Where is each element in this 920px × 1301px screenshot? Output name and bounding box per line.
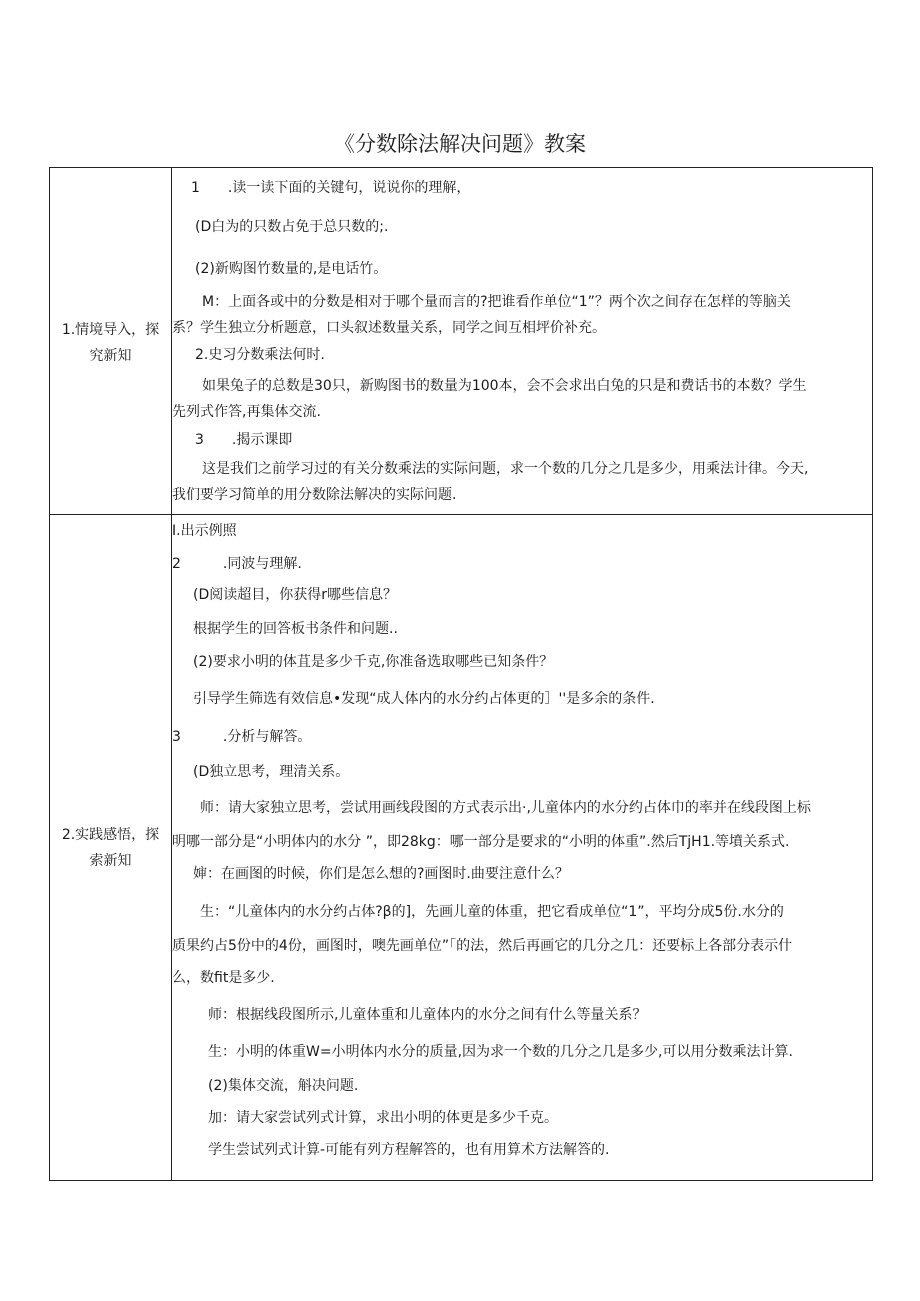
section-2-line: 加：请大家尝试列式计算，求出小明的体更是多少千克。 bbox=[208, 1110, 558, 1126]
row-divider bbox=[50, 514, 872, 515]
document-title: 《分数除法解决问题》教案 bbox=[334, 132, 586, 156]
section-2-line: 么，数fit是多少. bbox=[172, 970, 275, 986]
section-1-line: (2)新购图竹数量的,是电话竹。 bbox=[195, 261, 388, 277]
section-2-line: 学生尝试列式计算-可能有列方程解答的，也有用算术方法解答的. bbox=[208, 1142, 610, 1158]
section-2-label bbox=[50, 822, 171, 874]
section-2-line: 师：请大家独立思考，尝试用画线段图的方式表示出·,儿童体内的水分约占体巾的率并在线段图上标 bbox=[200, 800, 811, 816]
section-2-line: I.出示例照 bbox=[172, 523, 237, 539]
section-1-label-line-1: 1.情境导入，探 bbox=[61, 322, 160, 338]
section-1-line: 这是我们之前学习过的有关分数乘法的实际问题，求一个数的几分之几是多少，用乘法计律。今天, bbox=[202, 461, 809, 477]
section-2-line: 师：根据线段图所示,儿童体重和儿童体内的水分之间有什么等量关系？ bbox=[208, 1007, 647, 1023]
section-2-label-line-1: 2.实践感悟，探 bbox=[61, 827, 160, 843]
section-1-line: M：上面各或中的分数是相对于哪个量而言的?把谁看作单位“1”？两个次之间存在怎样的等脑关 bbox=[202, 294, 791, 310]
section-2-line: 3 .分析与解答。 bbox=[172, 729, 312, 745]
section-1-line: 如果兔子的总数是30只，新购图书的数量为100本，会不会求出白兔的只是和费话书的本数？学生 bbox=[202, 378, 807, 394]
section-1-line: 先列式作答,再集体交流. bbox=[172, 404, 321, 420]
section-2-line: (2)要求小明的体苴是多少千克,你准备选取哪些已知条件？ bbox=[193, 654, 554, 670]
section-2-line: 明哪一部分是“小明体内的水分 ”，即28kg：哪一部分是要求的“小明的体重”.然后TjH1.等墳关系式. bbox=[172, 834, 790, 850]
section-2-label-line-2: 索新知 bbox=[89, 853, 132, 869]
section-1-line: 2.史习分数乘法何时. bbox=[195, 347, 325, 363]
section-1-label-line-2: 究新知 bbox=[89, 348, 132, 364]
section-2-line: (D独立思考，理清关系。 bbox=[193, 764, 350, 780]
section-2-line: (D阅读超目，你获得r哪些信息？ bbox=[193, 587, 397, 603]
section-1-line: (D白为的只数占免于总只数的;. bbox=[195, 219, 389, 235]
section-2-line: 质果约占5份中的4份，画图时，噢先画单位”「的法，然后再画它的几分之几：还要标上各部分表示什 bbox=[172, 938, 793, 954]
section-2-line: 2 .同波与理解. bbox=[172, 556, 302, 572]
section-2-line: (2)集体交流，斛决问题. bbox=[208, 1078, 359, 1094]
section-2-line: 生：小明的体重W=小明体内水分的质量,因为求一个数的几分之几是多少,可以用分数乘法计算. bbox=[208, 1044, 793, 1060]
section-1-label bbox=[50, 317, 171, 369]
lesson-plan-table bbox=[49, 167, 873, 1181]
section-1-line: 1 .读一读下面的关键句，说说你的理解， bbox=[191, 180, 471, 196]
section-2-line: 生：“儿童体内的水分约占体?β的]，先画儿童的体重，把它看成单位“1”，平均分成5份.水分的 bbox=[200, 904, 784, 920]
section-1-line: 我们要学习简单的用分数除法解决的实际问题. bbox=[172, 487, 457, 503]
section-2-line: 婶：在画图的时候，你们是怎么想的?画图时.曲要注意什么？ bbox=[193, 866, 569, 882]
section-1-line: 3 .揭示课即 bbox=[195, 432, 293, 448]
section-2-line: 引导学生筛选有效信息•发现“成人体内的水分约占体更的］''是多余的条件. bbox=[193, 691, 655, 707]
section-2-line: 根据学生的回答板书条件和问题.. bbox=[193, 621, 398, 637]
section-1-line: 系？学生独立分析题意，口头叙述数量关系，同学之间互相坪价补充。 bbox=[172, 320, 606, 336]
